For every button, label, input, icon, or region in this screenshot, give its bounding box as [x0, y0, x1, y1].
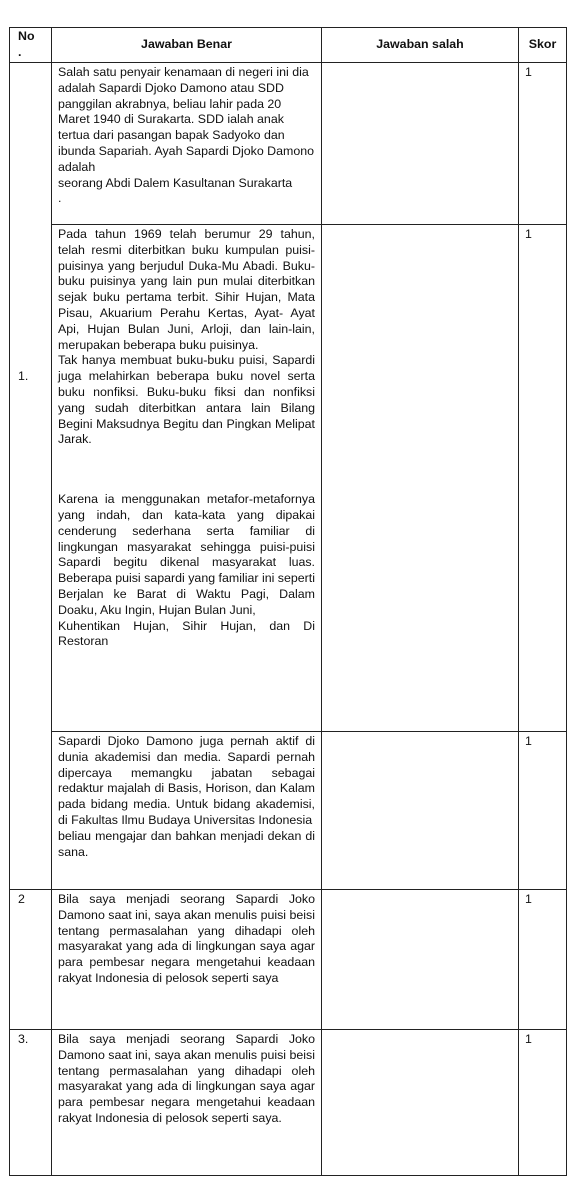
table-row	[10, 1030, 567, 1176]
wrong-answer-cell	[322, 225, 519, 732]
correct-answer-cell	[52, 225, 322, 732]
table-row	[10, 63, 567, 225]
header-wrong-answer: Jawaban salah	[322, 28, 519, 63]
correct-answer-paragraph: Karena ia menggunakan metafor-metafornya yang indah, dan kata-kata yang dipakai cenderung sederhana serta familiar di lingkungan masyarakat sehingga puisi-puisi Sapardi begitu dikenal masyarakat luas. Beberapa puisi sapardi yang familiar ini seperti Berjalan ke Barat di Waktu Pagi, Dalam Doaku, Aku Ingin, Hujan Bulan Juni, Kuhentikan Hujan, Sihir Hujan, dan Di Restoran	[58, 492, 315, 649]
header-correct-answer: Jawaban Benar	[52, 28, 322, 63]
table-row	[10, 732, 567, 890]
answer-table	[9, 27, 567, 1176]
score-cell: 1	[519, 890, 567, 1030]
wrong-answer-cell	[322, 1030, 519, 1176]
table-row	[10, 890, 567, 1030]
row-number	[10, 63, 52, 890]
score-cell: 1	[519, 63, 567, 225]
correct-answer-cell: Sapardi Djoko Damono juga pernah aktif di dunia akademisi dan media. Sapardi pernah dipercaya memangku jabatan sebagai redaktur majalah di Basis, Horison, dan Kalam pada bidang media. Untuk bidang akademisi, di Fakultas Ilmu Budaya Universitas Indonesia beliau mengajar dan bahkan menjadi dekan di sana.	[52, 732, 322, 890]
correct-answer-cell: Bila saya menjadi seorang Sapardi Joko Damono saat ini, saya akan menulis puisi beisi tentang permasalahan yang dihadapi oleh masyarakat yang ada di lingkungan saya agar para pembesar negara mengetahui keadaan rakyat Indonesia di pelosok seperti saya.	[52, 1030, 322, 1176]
wrong-answer-cell	[322, 732, 519, 890]
score-cell: 1	[519, 732, 567, 890]
correct-answer-cell: Bila saya menjadi seorang Sapardi Joko Damono saat ini, saya akan menulis puisi beisi tentang permasalahan yang dihadapi oleh masyarakat yang ada di lingkungan saya agar para pembesar negara mengetahui keadaan rakyat Indonesia di pelosok seperti saya	[52, 890, 322, 1030]
score-cell: 1	[519, 225, 567, 732]
correct-answer-cell: Salah satu penyair kenamaan di negeri ini dia adalah Sapardi Djoko Damono atau SDD panggilan akrabnya, beliau lahir pada 20 Maret 1940 di Surakarta. SDD ialah anak tertua dari pasangan bapak Sadyoko dan ibunda Sapariah. Ayah Sapardi Djoko Damono adalah seorang Abdi Dalem Kasultanan Surakarta .	[52, 63, 322, 225]
table-row	[10, 225, 567, 732]
paragraph-gap	[58, 448, 315, 492]
row-number: 2	[10, 890, 52, 1030]
header-score: Skor	[519, 28, 567, 63]
header-no: No .	[10, 28, 52, 63]
wrong-answer-cell	[322, 890, 519, 1030]
score-cell: 1	[519, 1030, 567, 1176]
row-number-label: 1.	[18, 369, 29, 384]
correct-answer-paragraph: Pada tahun 1969 telah berumur 29 tahun, telah resmi diterbitkan buku kumpulan puisi-puisinya yang berjudul Duka-Mu Abadi. Buku-buku puisinya yang lain pun mulai diterbitkan sejak buku pertama terbit. Sihir Hujan, Mata Pisau, Akuarium Perahu Kertas, Ayat- Ayat Api, Hujan Bulan Juni, Arloji, dan lain-lain, merupakan beberapa buku puisinya. Tak hanya membuat buku-buku puisi, Sapardi juga melahirkan beberapa buku novel serta buku nonfiksi. Buku-buku fiksi dan nonfiksi yang sudah diterbitkan antara lain Bilang Begini Maksudnya Begitu dan Pingkan Melipat Jarak.	[58, 227, 315, 447]
wrong-answer-cell	[322, 63, 519, 225]
row-number: 3.	[10, 1030, 52, 1176]
header-row	[10, 28, 567, 63]
